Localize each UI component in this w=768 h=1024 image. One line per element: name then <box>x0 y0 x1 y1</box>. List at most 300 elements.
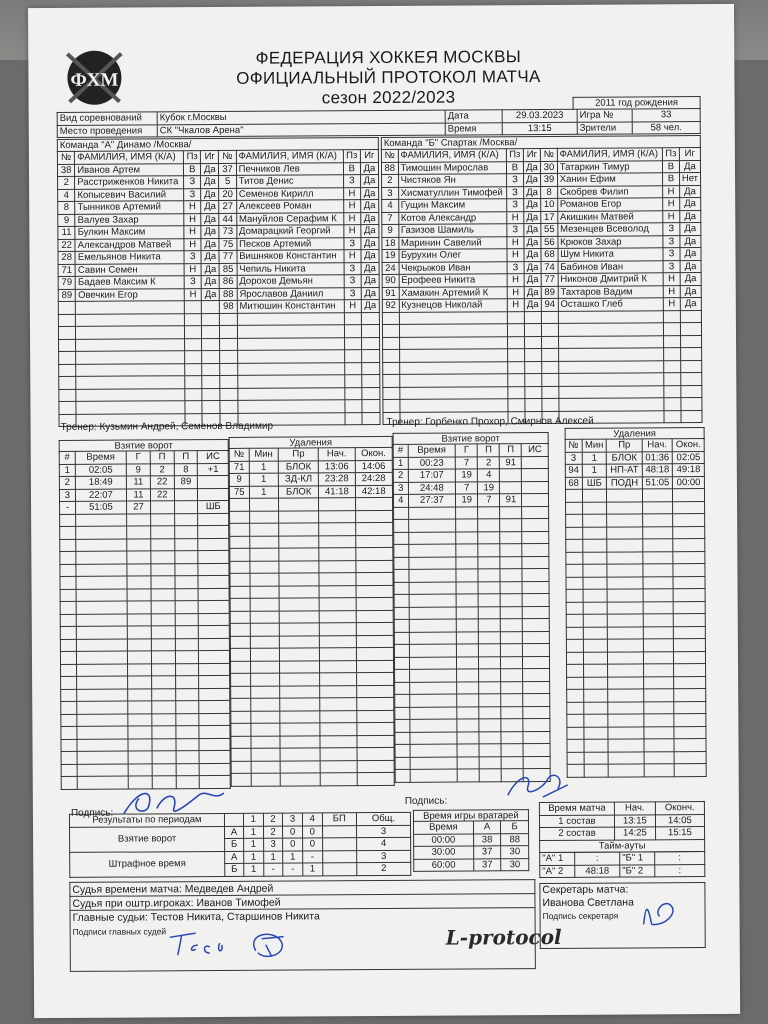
penalty-a-row <box>231 722 394 735</box>
goal-situation <box>198 550 229 563</box>
goal-b-row <box>395 731 550 744</box>
player-played: Да <box>360 162 378 175</box>
assist-2 <box>501 669 523 682</box>
pim-cell: 1 <box>244 851 264 864</box>
penalty-player <box>230 573 250 586</box>
goal-time <box>76 676 127 689</box>
assist-2 <box>501 694 523 707</box>
goal-situation <box>522 581 549 594</box>
penalty-a-row <box>231 747 394 760</box>
player-played: Да <box>201 238 219 251</box>
goal-situation <box>523 606 550 619</box>
penalty-b-header: Окон. <box>672 439 704 452</box>
assist-1 <box>151 613 175 626</box>
goal-number <box>395 757 410 770</box>
goal-number <box>394 507 409 520</box>
goal-time <box>410 732 458 745</box>
penalty-b-row <box>566 589 705 602</box>
assist-2 <box>175 563 199 576</box>
assist-2 <box>501 606 523 619</box>
penalty-end <box>356 635 394 648</box>
goal-a-header: П <box>150 451 174 464</box>
penalty-minutes <box>251 736 281 749</box>
penalty-start <box>320 748 356 761</box>
federation-title: ФЕДЕРАЦИЯ ХОККЕЯ МОСКВЫ <box>255 47 522 68</box>
team-b-header-left-0: № <box>381 149 398 162</box>
referees: Главные судьи: Тестов Никита, Старшинов Никита <box>72 910 320 924</box>
penalty-minutes <box>249 498 279 511</box>
goal-a-header: П <box>174 451 198 464</box>
penalty-end <box>674 751 706 764</box>
penalty-end: 49:18 <box>673 464 705 477</box>
player-name: Емельянов Никита <box>75 251 184 264</box>
penalty-minutes: 1 <box>582 464 607 477</box>
player-played <box>362 400 380 413</box>
penalty-player <box>230 548 250 561</box>
player-played <box>681 373 702 386</box>
player-number: 22 <box>58 239 75 252</box>
player-played: Да <box>524 261 542 274</box>
goal-situation <box>198 488 229 501</box>
penalty-player <box>567 677 584 690</box>
player-name: Расстриженков Никита <box>75 176 184 189</box>
penalty-player <box>567 739 584 752</box>
score-cell <box>322 838 357 851</box>
player-position <box>508 374 525 387</box>
penalty-start <box>320 610 356 623</box>
player-position <box>508 386 525 399</box>
goal-situation: ШБ <box>198 500 229 513</box>
player-number: 3 <box>382 187 399 200</box>
penalty-minutes <box>582 502 607 515</box>
goal-scorer: 27 <box>127 501 151 514</box>
goal-scorer <box>457 631 479 644</box>
player-position: В <box>343 162 360 175</box>
pim-cell <box>322 850 357 863</box>
goal-number <box>395 707 410 720</box>
penalty-end <box>356 585 394 598</box>
goal-situation <box>523 643 550 656</box>
penalty-reason <box>279 610 319 623</box>
goal-scorer <box>127 551 151 564</box>
goal-situation <box>199 600 230 613</box>
goal-b-row <box>394 568 549 581</box>
goal-a-row <box>60 638 229 652</box>
goal-situation <box>199 700 230 713</box>
assist-2 <box>500 544 522 557</box>
penalty-start <box>320 673 356 686</box>
overtime-header: БП <box>322 813 357 826</box>
player-name <box>399 374 508 387</box>
penalty-reason: ЗД-КЛ <box>278 473 318 486</box>
player-name: Бурухин Олег <box>399 249 508 262</box>
player-played <box>681 398 702 411</box>
goal-number <box>394 594 409 607</box>
assist-2 <box>174 513 198 526</box>
goal-time <box>76 564 127 577</box>
assist-2 <box>175 676 199 689</box>
player-position <box>184 301 201 314</box>
player-number: 85 <box>219 263 236 276</box>
assist-1 <box>478 519 500 532</box>
player-name: Тахтаров Вадим <box>558 285 663 298</box>
player-played <box>524 374 542 387</box>
penalty-end <box>356 622 394 635</box>
assist-1 <box>478 544 500 557</box>
player-position: В <box>663 173 680 186</box>
goal-number <box>61 664 77 677</box>
penalty-b-row <box>565 489 704 502</box>
goal-scorer <box>127 513 151 526</box>
penalty-player <box>231 711 251 724</box>
goal-a-row <box>61 700 230 714</box>
timeout-label: "А" 2 <box>540 865 575 878</box>
player-name: Савин Семен <box>75 263 184 276</box>
penalty-reason <box>279 573 319 586</box>
goal-scorer <box>457 644 479 657</box>
player-number: 20 <box>219 188 236 201</box>
player-name: Татаркин Тимур <box>557 160 662 173</box>
player-name <box>237 362 344 375</box>
team-a-header-right-3: Иг <box>360 150 378 163</box>
penalty-a-row <box>230 510 393 523</box>
goal-scorer <box>128 738 152 751</box>
penalty-end <box>357 772 395 785</box>
penalty-player <box>566 502 583 515</box>
penalty-start <box>320 710 356 723</box>
score-cell: 1 <box>244 838 264 851</box>
penalty-reason <box>279 548 319 561</box>
goal-situation <box>199 725 230 738</box>
score-cell: 1 <box>244 826 264 839</box>
goal-number <box>395 719 410 732</box>
goal-situation <box>523 668 550 681</box>
team-b-header-left-1: ФАМИЛИЯ, ИМЯ (К/А) <box>398 149 507 162</box>
penalty-end <box>356 610 394 623</box>
player-number: 56 <box>541 236 558 249</box>
goal-scorer <box>456 531 478 544</box>
penalty-reason <box>280 723 320 736</box>
assist-1 <box>479 719 501 732</box>
player-number <box>383 337 400 350</box>
player-position: З <box>507 224 524 237</box>
penalty-minutes <box>583 614 608 627</box>
penalty-b-row <box>567 664 706 677</box>
penalty-minutes <box>582 514 607 527</box>
goal-scorer <box>127 651 151 664</box>
secretary-sign-label: Подпись секретаря <box>542 910 619 922</box>
penalty-end <box>355 572 393 585</box>
lineup-end: 14:05 <box>655 814 704 827</box>
penalty-end <box>356 735 394 748</box>
penalty-minutes <box>251 761 281 774</box>
player-position <box>664 360 681 373</box>
assist-1 <box>478 556 500 569</box>
penalty-reason <box>608 751 643 764</box>
player-name <box>399 399 508 412</box>
penalty-a-row <box>231 685 394 698</box>
goal-time <box>409 619 457 632</box>
assist-1 <box>152 763 176 776</box>
assist-1 <box>479 744 501 757</box>
penalty-player <box>230 611 250 624</box>
goal-b-row <box>395 718 550 731</box>
date-label: Дата <box>445 110 502 123</box>
player-name: Чекрыжов Иван <box>399 261 508 274</box>
penalty-start <box>643 551 674 564</box>
player-name: Копысевич Василий <box>75 188 184 201</box>
penalty-player <box>230 498 250 511</box>
goal-a-row <box>60 525 229 539</box>
player-position <box>185 376 202 389</box>
goal-time: 51:05 <box>75 501 126 514</box>
player-name <box>559 398 664 411</box>
penalty-end <box>674 726 706 739</box>
player-name: Овечкин Егор <box>76 288 185 301</box>
penalty-reason <box>608 601 643 614</box>
penalty-end <box>673 501 705 514</box>
spectators-label: Зрители <box>577 121 632 134</box>
penalty-minutes <box>250 723 280 736</box>
goal-situation <box>523 743 550 756</box>
player-position: З <box>507 261 524 274</box>
assist-2: 8 <box>174 463 198 476</box>
player-played <box>362 375 380 388</box>
goal-situation <box>523 718 550 731</box>
assist-1: 22 <box>150 488 174 501</box>
penalty-reason <box>608 626 643 639</box>
penalty-start <box>642 526 673 539</box>
game-number-value: 33 <box>632 109 700 122</box>
player-name: Тынников Артемий <box>75 201 184 214</box>
player-name: Гущин Максим <box>398 199 507 212</box>
penalty-a-row <box>231 710 394 723</box>
goal-number <box>60 614 76 627</box>
team-label: А <box>225 851 244 864</box>
goal-number <box>394 532 409 545</box>
player-name: Маринин Савелий <box>398 236 507 249</box>
score-cell: 0 <box>283 838 303 851</box>
meta-table <box>57 108 701 138</box>
protocol-header <box>203 47 573 109</box>
lineup-label: 1 состав <box>539 815 614 828</box>
player-number: 86 <box>220 275 237 288</box>
player-number: 92 <box>382 299 399 312</box>
assist-1: 19 <box>478 481 500 494</box>
penalty-end <box>357 747 395 760</box>
goal-number: 1 <box>393 457 408 470</box>
goal-time <box>76 576 127 589</box>
penalty-end <box>356 660 394 673</box>
penalty-b-header: Мин <box>582 439 607 452</box>
team-a-player-row <box>58 300 379 314</box>
player-number: 8 <box>541 186 558 199</box>
player-number <box>542 373 559 386</box>
player-position <box>508 324 525 337</box>
player-played <box>524 361 542 374</box>
assist-2 <box>500 506 522 519</box>
goal-time <box>76 614 127 627</box>
player-number: 44 <box>219 213 236 226</box>
penalty-start: 13:06 <box>319 460 355 473</box>
penalty-end <box>674 639 706 652</box>
player-name <box>558 323 663 336</box>
player-number <box>220 313 237 326</box>
penalty-minutes: 1 <box>249 461 279 474</box>
goal-situation <box>200 763 231 776</box>
penalty-b-row <box>567 689 706 702</box>
penalty-player <box>231 736 251 749</box>
assist-1 <box>151 651 175 664</box>
player-position <box>185 326 202 339</box>
player-number: 19 <box>382 249 399 262</box>
player-position: Н <box>507 286 524 299</box>
goal-scorer <box>456 544 478 557</box>
player-position <box>185 313 202 326</box>
penalty-minutes <box>582 564 607 577</box>
player-played: Да <box>201 175 219 188</box>
penalty-player <box>566 602 583 615</box>
player-name: Ерофеев Никита <box>399 274 508 287</box>
penalty-start <box>320 648 356 661</box>
player-played: Да <box>361 250 379 263</box>
team-a-header-right-1: ФАМИЛИЯ, ИМЯ (К/А) <box>236 150 343 163</box>
goal-time <box>409 644 457 657</box>
team-b-header-right-2: Пз <box>662 148 679 161</box>
season-title: сезон 2022/2023 <box>321 87 456 108</box>
penalty-player <box>230 648 250 661</box>
penalty-minutes <box>583 714 608 727</box>
goal-situation: +1 <box>198 463 229 476</box>
player-name <box>399 361 508 374</box>
goal-time <box>76 689 127 702</box>
penalty-a-row <box>231 672 394 685</box>
assist-2 <box>176 751 200 764</box>
player-position: Н <box>507 236 524 249</box>
penalty-end <box>673 601 705 614</box>
goal-a-row <box>61 675 230 689</box>
assist-2 <box>501 744 523 757</box>
player-name <box>558 335 663 348</box>
goal-situation <box>198 475 229 488</box>
penalty-player <box>231 761 251 774</box>
goal-time: 24:48 <box>408 482 456 495</box>
player-position <box>344 312 361 325</box>
player-name: Дорохов Демьян <box>237 275 344 288</box>
penalty-start <box>643 651 674 664</box>
goal-time <box>76 664 127 677</box>
player-position: Н <box>344 225 361 238</box>
penalty-a-row <box>231 760 394 773</box>
player-played <box>362 362 380 375</box>
penalty-a-row <box>231 735 394 748</box>
penalty-minutes <box>583 677 608 690</box>
penalty-end <box>674 664 706 677</box>
player-number <box>542 323 559 336</box>
player-position <box>663 310 680 323</box>
player-number <box>542 348 559 361</box>
penalty-minutes <box>582 489 607 502</box>
player-position <box>664 323 681 336</box>
goal-time <box>408 557 456 570</box>
assist-1 <box>478 594 500 607</box>
goal-scorer <box>457 706 479 719</box>
penalty-a-row <box>230 547 393 560</box>
player-position: З <box>344 237 361 250</box>
penalties-a-title: Удаления <box>229 436 393 450</box>
player-position: З <box>663 235 680 248</box>
penalty-start <box>643 564 674 577</box>
fhm-logo <box>57 48 131 108</box>
goal-scorer <box>128 701 152 714</box>
player-name: Мануйлов Серафим К <box>236 212 343 225</box>
player-name: Вишняков Константин <box>237 250 344 263</box>
date-value: 29.03.2023 <box>502 109 577 122</box>
player-number: 90 <box>382 274 399 287</box>
player-played <box>524 311 542 324</box>
player-number: 98 <box>220 300 237 313</box>
penalty-player <box>567 702 584 715</box>
penalty-reason <box>280 735 320 748</box>
lineup-label: 2 состав <box>540 827 615 840</box>
penalty-b-row <box>566 601 705 614</box>
goal-situation <box>522 481 549 494</box>
player-number: 73 <box>219 225 236 238</box>
periods-title: Результаты по периодам <box>69 813 224 826</box>
goal-a-row <box>60 625 229 639</box>
assist-1 <box>478 531 500 544</box>
team-a-header-left-2: Пз <box>184 151 201 164</box>
assist-1 <box>151 676 175 689</box>
player-position <box>345 375 362 388</box>
player-played: Нет <box>679 173 700 186</box>
goal-number <box>60 526 76 539</box>
goal-scorer <box>127 588 151 601</box>
goal-situation <box>198 575 229 588</box>
penalty-minutes: ШБ <box>582 477 607 490</box>
player-number <box>220 375 237 388</box>
goal-number <box>394 569 409 582</box>
goal-b-row <box>395 706 550 719</box>
team-b-header-left-3: Иг <box>523 149 541 162</box>
assist-1 <box>152 751 176 764</box>
goal-b-row <box>394 581 549 594</box>
player-name: Булкин Максим <box>75 226 184 239</box>
goal-scorer <box>127 638 151 651</box>
player-position <box>664 335 681 348</box>
goal-time <box>75 526 126 539</box>
timeout-value: : <box>655 864 705 877</box>
birth-year: 2011 год рождения <box>573 96 701 109</box>
goal-time <box>409 569 457 582</box>
score-cell: 0 <box>283 825 303 838</box>
player-position: Н <box>184 213 201 226</box>
team-b-title: Команда "Б" Спартак /Москва/ <box>381 135 701 149</box>
player-played <box>202 350 220 363</box>
player-position <box>345 387 362 400</box>
goal-scorer <box>457 681 479 694</box>
penalty-start <box>320 685 356 698</box>
penalty-player <box>566 577 583 590</box>
player-number: 55 <box>541 223 558 236</box>
logo-text: ФХМ <box>70 69 119 91</box>
team-label: Б <box>225 863 244 876</box>
penalty-player <box>230 561 250 574</box>
player-position <box>508 399 525 412</box>
penalty-minutes <box>250 648 280 661</box>
assist-1 <box>150 501 174 514</box>
assist-1 <box>151 601 175 614</box>
